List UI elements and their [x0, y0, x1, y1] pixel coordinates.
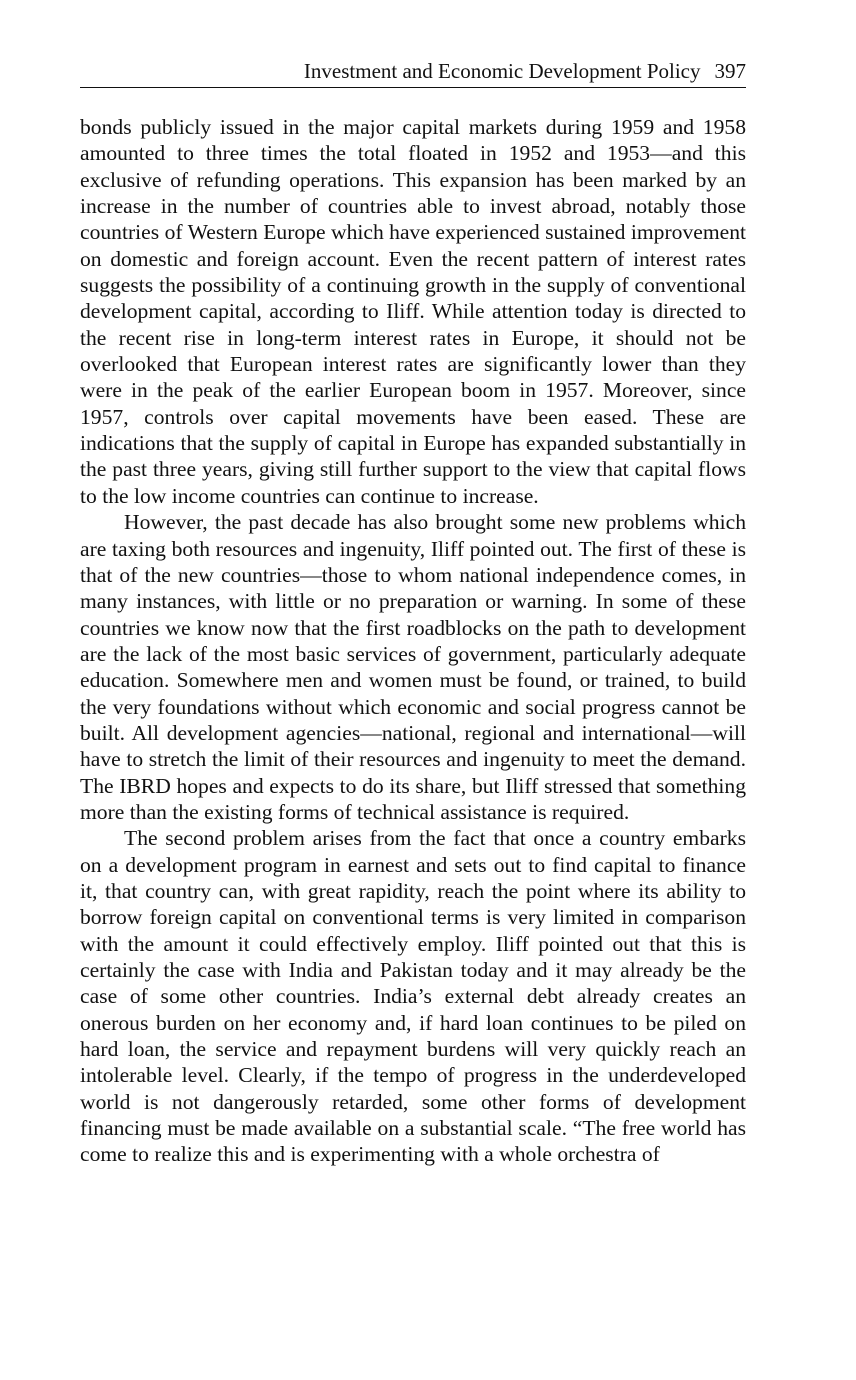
- running-title: Investment and Economic Development Policy: [303, 59, 701, 83]
- book-page: [80, 58, 746, 1168]
- paragraph-second-problem: The second problem arises from the fact that once a country embarks on a development program in earnest and sets out to find capital to finance it, that country can, with great rapidity, reach the point where its ability to borrow foreign capital on conventional terms is very limited in comparison with the amount it could effectively employ. Iliff pointed out that this is certainly the case with India and Pakistan today and it may already be the case of some other countries. India’s external debt already creates an onerous burden on her economy and, if hard loan continues to be piled on hard loan, the service and repayment burdens will very quickly reach an intolerable level. Clearly, if the tempo of progress in the underdeveloped world is not dangerously retarded, some other forms of development financing must be made available on a substantial scale. “The free world has come to realize this and is experimenting with a whole orchestra of: [80, 826, 746, 1167]
- page-number: 397: [714, 59, 746, 83]
- paragraph-continued: bonds publicly issued in the major capital markets during 1959 and 1958 amounted to three times the total floated in 1952 and 1953—and this exclusive of refunding operations. This expansion has been marked by an increase in the number of countries able to invest abroad, notably those countries of Western Europe which have experienced sustained improvement on domestic and foreign account. Even the recent pattern of interest rates suggests the possibility of a continuing growth in the supply of conventional development capital, according to Iliff. While attention today is directed to the recent rise in long-term interest rates in Europe, it should not be overlooked that European interest rates are significantly lower than they were in the peak of the earlier European boom in 1957. Moreover, since 1957, controls over capital movements have been eased. These are indications that the supply of capital in Europe has expanded substantially in the past three years, giving still further support to the view that capital flows to the low income countries can continue to increase.: [80, 115, 746, 508]
- running-header: [80, 58, 746, 88]
- body-text: [80, 114, 746, 1168]
- paragraph-new-problems: However, the past decade has also brought some new problems which are taxing both resources and ingenuity, Iliff pointed out. The first of these is that of the new countries—those to whom national independence comes, in many instances, with little or no preparation or warning. In some of these countries we know now that the first roadblocks on the path to development are the lack of the most basic services of government, particularly adequate education. Somewhere men and women must be found, or trained, to build the very foundations without which economic and social progress cannot be built. All development agencies—national, regional and international—will have to stretch the limit of their resources and ingenuity to meet the demand. The IBRD hopes and expects to do its share, but Iliff stressed that something more than the existing forms of technical assistance is required.: [80, 510, 746, 824]
